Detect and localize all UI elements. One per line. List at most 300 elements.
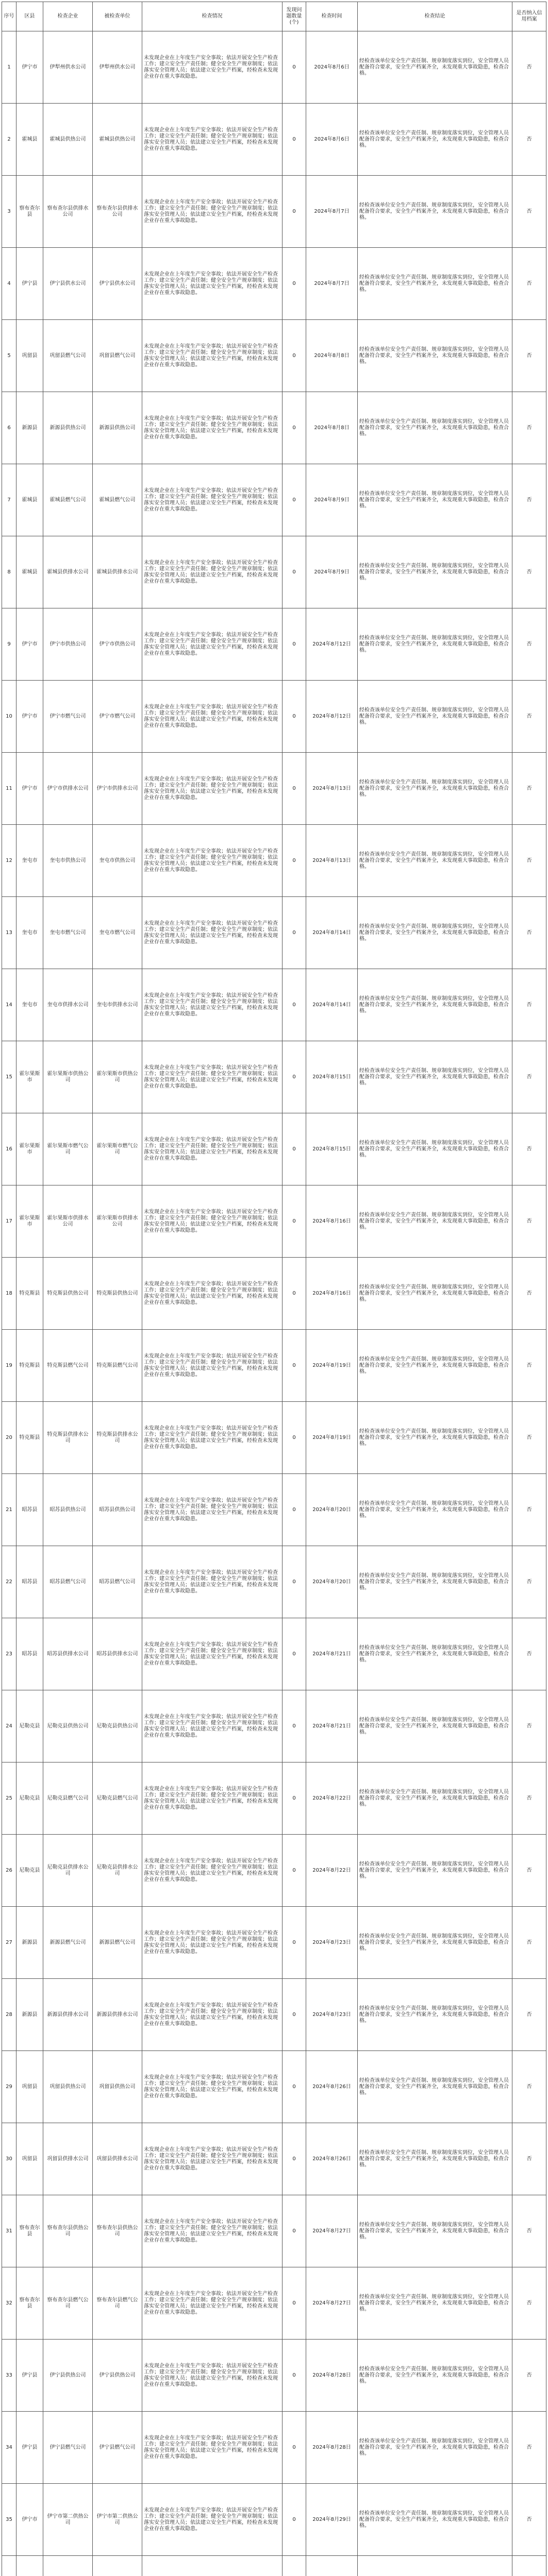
inspection-date-cell: 2024年8月26日 <box>306 2051 358 2123</box>
inspection-date-cell: 2024年8月8日 <box>306 320 358 392</box>
county-cell: 霍城县 <box>16 536 43 608</box>
inspection-description-cell: 未发现企业在上年度生产安全事故；依法开展安全生产检查工作；建立安全生产责任制；健全安全生产规章制度；依法落实安全管理人员；依法建立安全生产档案，经检查未发现企业存在重大事故隐患。 <box>142 2195 283 2267</box>
company-cell: 伊宁市第二供热公司 <box>43 2484 93 2556</box>
row-number-cell: 15 <box>2 1041 16 1113</box>
credit-record-cell: 否 <box>512 2051 546 2123</box>
table-row <box>2 1113 546 1185</box>
conclusion-cell: 经检查该单位安全生产责任制、规章制度落实到位，安全管理人员配备符合要求，安全生产档案齐全，未发现重大事故隐患，检查合格。 <box>358 2340 512 2412</box>
inspection-description-cell: 未发现企业在上年度生产安全事故；依法开展安全生产检查工作；建立安全生产责任制；健全安全生产规章制度；依法落实安全管理人员；依法建立安全生产档案，经检查未发现企业存在重大事故隐患。 <box>142 104 283 176</box>
credit-record-cell: 否 <box>512 1907 546 1979</box>
inspected-unit-cell: 伊宁县供水公司 <box>93 248 142 320</box>
header-cell: 是否纳入信用档案 <box>512 2 546 31</box>
inspected-unit-cell: 霍尔果斯市供排水公司 <box>93 1185 142 1258</box>
inspection-description-cell: 未发现企业在上年度生产安全事故；依法开展安全生产检查工作；建立安全生产责任制；健全安全生产规章制度；依法落实安全管理人员；依法建立安全生产档案，经检查未发现企业存在重大事故隐患。 <box>142 1907 283 1979</box>
issue-count-cell: 0 <box>283 1835 306 1907</box>
inspection-description-cell: 未发现企业在上年度生产安全事故；依法开展安全生产检查工作；建立安全生产责任制；健全安全生产规章制度；依法落实安全管理人员；依法建立安全生产档案，经检查未发现企业存在重大事故隐患。 <box>142 2267 283 2340</box>
row-number-cell: 33 <box>2 2340 16 2412</box>
conclusion-cell: 经检查该单位安全生产责任制、规章制度落实到位，安全管理人员配备符合要求，安全生产档案齐全，未发现重大事故隐患，检查合格。 <box>358 248 512 320</box>
conclusion-cell: 经检查该单位安全生产责任制、规章制度落实到位，安全管理人员配备符合要求，安全生产档案齐全，未发现重大事故隐患，检查合格。 <box>358 392 512 464</box>
inspected-unit-cell: 昭苏县供热公司 <box>93 1474 142 1546</box>
county-cell: 察布查尔县 <box>16 2267 43 2340</box>
header-cell: 序号 <box>2 2 16 31</box>
company-cell: 察布查尔县燃气公司 <box>43 2267 93 2340</box>
issue-count-cell: 0 <box>283 104 306 176</box>
table-row <box>2 1907 546 1979</box>
table-row <box>2 1618 546 1690</box>
inspection-date-cell: 2024年8月21日 <box>306 1618 358 1690</box>
row-number-cell: 31 <box>2 2195 16 2267</box>
row-number-cell: 34 <box>2 2412 16 2484</box>
credit-record-cell: 否 <box>512 320 546 392</box>
inspection-date-cell: 2024年8月13日 <box>306 825 358 897</box>
inspection-date-cell: 2024年8月21日 <box>306 1690 358 1762</box>
conclusion-cell: 经检查该单位安全生产责任制、规章制度落实到位，安全管理人员配备符合要求，安全生产档案齐全，未发现重大事故隐患，检查合格。 <box>358 1474 512 1546</box>
inspection-date-cell: 2024年8月16日 <box>306 1258 358 1330</box>
county-cell <box>16 2556 43 2576</box>
inspected-unit-cell <box>93 2556 142 2576</box>
county-cell: 昭苏县 <box>16 1546 43 1618</box>
credit-record-cell: 否 <box>512 2267 546 2340</box>
row-number-cell: 17 <box>2 1185 16 1258</box>
credit-record-cell: 否 <box>512 681 546 753</box>
row-number-cell: 28 <box>2 1979 16 2051</box>
conclusion-cell: 经检查该单位安全生产责任制、规章制度落实到位，安全管理人员配备符合要求，安全生产档案齐全，未发现重大事故隐患，检查合格。 <box>358 681 512 753</box>
table-row <box>2 2556 546 2576</box>
issue-count-cell: 0 <box>283 464 306 536</box>
row-number-cell: 30 <box>2 2123 16 2195</box>
conclusion-cell: 经检查该单位安全生产责任制、规章制度落实到位，安全管理人员配备符合要求，安全生产档案齐全，未发现重大事故隐患，检查合格。 <box>358 753 512 825</box>
row-number-cell: 7 <box>2 464 16 536</box>
inspection-date-cell <box>306 2556 358 2576</box>
table-row <box>2 825 546 897</box>
table-row <box>2 1330 546 1402</box>
inspection-description-cell: 未发现企业在上年度生产安全事故；依法开展安全生产检查工作；建立安全生产责任制；健全安全生产规章制度；依法落实安全管理人员；依法建立安全生产档案，经检查未发现企业存在重大事故隐患。 <box>142 753 283 825</box>
issue-count-cell: 0 <box>283 2123 306 2195</box>
table-row <box>2 31 546 104</box>
issue-count-cell: 0 <box>283 31 306 104</box>
inspection-date-cell: 2024年8月16日 <box>306 1185 358 1258</box>
inspection-description-cell: 未发现企业在上年度生产安全事故；依法开展安全生产检查工作；建立安全生产责任制；健全安全生产规章制度；依法落实安全管理人员；依法建立安全生产档案，经检查未发现企业存在重大事故隐患。 <box>142 1762 283 1835</box>
credit-record-cell: 否 <box>512 897 546 969</box>
conclusion-cell: 经检查该单位安全生产责任制、规章制度落实到位，安全管理人员配备符合要求，安全生产档案齐全，未发现重大事故隐患，检查合格。 <box>358 320 512 392</box>
issue-count-cell: 0 <box>283 248 306 320</box>
issue-count-cell: 0 <box>283 2484 306 2556</box>
conclusion-cell: 经检查该单位安全生产责任制、规章制度落实到位，安全管理人员配备符合要求，安全生产档案齐全，未发现重大事故隐患，检查合格。 <box>358 2123 512 2195</box>
conclusion-cell: 经检查该单位安全生产责任制、规章制度落实到位，安全管理人员配备符合要求，安全生产档案齐全，未发现重大事故隐患，检查合格。 <box>358 1113 512 1185</box>
inspection-date-cell: 2024年8月27日 <box>306 2267 358 2340</box>
company-cell: 尼勒克县供热公司 <box>43 1690 93 1762</box>
issue-count-cell: 0 <box>283 1546 306 1618</box>
county-cell: 特克斯县 <box>16 1402 43 1474</box>
inspection-description-cell: 未发现企业在上年度生产安全事故；依法开展安全生产检查工作；建立安全生产责任制；健全安全生产规章制度；依法落实安全管理人员；依法建立安全生产档案，经检查未发现企业存在重大事故隐患。 <box>142 31 283 104</box>
inspection-description-cell: 未发现企业在上年度生产安全事故；依法开展安全生产检查工作；建立安全生产责任制；健全安全生产规章制度；依法落实安全管理人员；依法建立安全生产档案，经检查未发现企业存在重大事故隐患。 <box>142 1185 283 1258</box>
company-cell: 霍城县燃气公司 <box>43 464 93 536</box>
credit-record-cell: 否 <box>512 2484 546 2556</box>
conclusion-cell: 经检查该单位安全生产责任制、规章制度落实到位，安全管理人员配备符合要求，安全生产档案齐全，未发现重大事故隐患，检查合格。 <box>358 31 512 104</box>
county-cell: 伊宁市 <box>16 681 43 753</box>
inspection-date-cell: 2024年8月12日 <box>306 608 358 681</box>
inspection-date-cell: 2024年8月20日 <box>306 1474 358 1546</box>
table-row <box>2 536 546 608</box>
inspection-description-cell: 未发现企业在上年度生产安全事故；依法开展安全生产检查工作；建立安全生产责任制；健全安全生产规章制度；依法落实安全管理人员；依法建立安全生产档案，经检查未发现企业存在重大事故隐患。 <box>142 2484 283 2556</box>
company-cell: 巩留县燃气公司 <box>43 320 93 392</box>
header-cell: 发现问题数量(个) <box>283 2 306 31</box>
conclusion-cell: 经检查该单位安全生产责任制、规章制度落实到位，安全管理人员配备符合要求，安全生产档案齐全，未发现重大事故隐患，检查合格。 <box>358 1690 512 1762</box>
table-row <box>2 608 546 681</box>
issue-count-cell: 0 <box>283 681 306 753</box>
inspection-description-cell: 未发现企业在上年度生产安全事故；依法开展安全生产检查工作；建立安全生产责任制；健全安全生产规章制度；依法落实安全管理人员；依法建立安全生产档案，经检查未发现企业存在重大事故隐患。 <box>142 1835 283 1907</box>
inspection-date-cell: 2024年8月15日 <box>306 1041 358 1113</box>
issue-count-cell: 0 <box>283 753 306 825</box>
inspection-description-cell: 未发现企业在上年度生产安全事故；依法开展安全生产检查工作；建立安全生产责任制；健全安全生产规章制度；依法落实安全管理人员；依法建立安全生产档案，经检查未发现企业存在重大事故隐患。 <box>142 1979 283 2051</box>
issue-count-cell: 0 <box>283 1618 306 1690</box>
issue-count-cell: 0 <box>283 1402 306 1474</box>
credit-record-cell: 否 <box>512 1690 546 1762</box>
row-number-cell: 16 <box>2 1113 16 1185</box>
row-number-cell: 10 <box>2 681 16 753</box>
county-cell: 特克斯县 <box>16 1330 43 1402</box>
inspection-description-cell: 未发现企业在上年度生产安全事故；依法开展安全生产检查工作；建立安全生产责任制；健全安全生产规章制度；依法落实安全管理人员；依法建立安全生产档案，经检查未发现企业存在重大事故隐患。 <box>142 464 283 536</box>
issue-count-cell: 0 <box>283 1113 306 1185</box>
inspected-unit-cell: 奎屯市燃气公司 <box>93 897 142 969</box>
table-row <box>2 969 546 1041</box>
conclusion-cell <box>358 2556 512 2576</box>
inspection-date-cell: 2024年8月26日 <box>306 2123 358 2195</box>
table-row <box>2 1762 546 1835</box>
county-cell: 霍尔果斯市 <box>16 1185 43 1258</box>
issue-count-cell: 0 <box>283 176 306 248</box>
row-number-cell: 25 <box>2 1762 16 1835</box>
credit-record-cell: 否 <box>512 2123 546 2195</box>
company-cell: 伊宁市供排水公司 <box>43 753 93 825</box>
credit-record-cell: 否 <box>512 176 546 248</box>
header-cell: 检查企业 <box>43 2 93 31</box>
issue-count-cell: 0 <box>283 1762 306 1835</box>
inspection-description-cell: 未发现企业在上年度生产安全事故；依法开展安全生产检查工作；建立安全生产责任制；健全安全生产规章制度；依法落实安全管理人员；依法建立安全生产档案，经检查未发现企业存在重大事故隐患。 <box>142 320 283 392</box>
row-number-cell: 35 <box>2 2484 16 2556</box>
inspected-unit-cell: 霍城县供排水公司 <box>93 536 142 608</box>
inspection-description-cell: 未发现企业在上年度生产安全事故；依法开展安全生产检查工作；建立安全生产责任制；健全安全生产规章制度；依法落实安全管理人员；依法建立安全生产档案，经检查未发现企业存在重大事故隐患。 <box>142 1474 283 1546</box>
county-cell: 伊宁市 <box>16 753 43 825</box>
header-cell: 被检查单位 <box>93 2 142 31</box>
table-row <box>2 248 546 320</box>
company-cell: 特克斯县供热公司 <box>43 1258 93 1330</box>
issue-count-cell <box>283 2556 306 2576</box>
company-cell: 尼勒克县供排水公司 <box>43 1835 93 1907</box>
row-number-cell: 6 <box>2 392 16 464</box>
inspected-unit-cell: 霍城县燃气公司 <box>93 464 142 536</box>
conclusion-cell: 经检查该单位安全生产责任制、规章制度落实到位，安全管理人员配备符合要求，安全生产档案齐全，未发现重大事故隐患，检查合格。 <box>358 1546 512 1618</box>
county-cell: 新源县 <box>16 392 43 464</box>
inspection-description-cell: 未发现企业在上年度生产安全事故；依法开展安全生产检查工作；建立安全生产责任制；健全安全生产规章制度；依法落实安全管理人员；依法建立安全生产档案，经检查未发现企业存在重大事故隐患。 <box>142 1330 283 1402</box>
credit-record-cell: 否 <box>512 753 546 825</box>
issue-count-cell: 0 <box>283 1474 306 1546</box>
conclusion-cell: 经检查该单位安全生产责任制、规章制度落实到位，安全管理人员配备符合要求，安全生产档案齐全，未发现重大事故隐患，检查合格。 <box>358 1330 512 1402</box>
inspection-date-cell: 2024年8月20日 <box>306 1546 358 1618</box>
credit-record-cell: 否 <box>512 2195 546 2267</box>
row-number-cell: 14 <box>2 969 16 1041</box>
row-number-cell: 22 <box>2 1546 16 1618</box>
inspection-description-cell <box>142 2556 283 2576</box>
inspection-date-cell: 2024年8月27日 <box>306 2195 358 2267</box>
conclusion-cell: 经检查该单位安全生产责任制、规章制度落实到位，安全管理人员配备符合要求，安全生产档案齐全，未发现重大事故隐患，检查合格。 <box>358 1402 512 1474</box>
inspection-description-cell: 未发现企业在上年度生产安全事故；依法开展安全生产检查工作；建立安全生产责任制；健全安全生产规章制度；依法落实安全管理人员；依法建立安全生产档案，经检查未发现企业存在重大事故隐患。 <box>142 1690 283 1762</box>
inspected-unit-cell: 新源县供热公司 <box>93 392 142 464</box>
row-number-cell: 23 <box>2 1618 16 1690</box>
credit-record-cell: 否 <box>512 1185 546 1258</box>
company-cell: 察布查尔县供热公司 <box>43 2195 93 2267</box>
inspected-unit-cell: 伊宁市第二供热公司 <box>93 2484 142 2556</box>
table-row <box>2 392 546 464</box>
county-cell: 伊宁市 <box>16 31 43 104</box>
issue-count-cell: 0 <box>283 2051 306 2123</box>
table-body <box>2 31 546 2576</box>
row-number-cell: 11 <box>2 753 16 825</box>
conclusion-cell: 经检查该单位安全生产责任制、规章制度落实到位，安全管理人员配备符合要求，安全生产档案齐全，未发现重大事故隐患，检查合格。 <box>358 1907 512 1979</box>
inspection-description-cell: 未发现企业在上年度生产安全事故；依法开展安全生产检查工作；建立安全生产责任制；健全安全生产规章制度；依法落实安全管理人员；依法建立安全生产档案，经检查未发现企业存在重大事故隐患。 <box>142 1618 283 1690</box>
inspected-unit-cell: 巩留县燃气公司 <box>93 320 142 392</box>
county-cell: 巩留县 <box>16 320 43 392</box>
inspected-unit-cell: 伊宁县燃气公司 <box>93 2412 142 2484</box>
table-row <box>2 681 546 753</box>
row-number-cell <box>2 2556 16 2576</box>
company-cell: 昭苏县供热公司 <box>43 1474 93 1546</box>
county-cell: 伊宁县 <box>16 248 43 320</box>
inspection-date-cell: 2024年8月8日 <box>306 392 358 464</box>
issue-count-cell: 0 <box>283 1185 306 1258</box>
company-cell: 新源县供热公司 <box>43 392 93 464</box>
issue-count-cell: 0 <box>283 2340 306 2412</box>
inspected-unit-cell: 特克斯县供热公司 <box>93 1258 142 1330</box>
company-cell: 特克斯县燃气公司 <box>43 1330 93 1402</box>
credit-record-cell: 否 <box>512 392 546 464</box>
credit-record-cell: 否 <box>512 104 546 176</box>
company-cell: 新源县供排水公司 <box>43 1979 93 2051</box>
conclusion-cell: 经检查该单位安全生产责任制、规章制度落实到位，安全管理人员配备符合要求，安全生产档案齐全，未发现重大事故隐患，检查合格。 <box>358 1041 512 1113</box>
inspected-unit-cell: 昭苏县供排水公司 <box>93 1618 142 1690</box>
company-cell: 霍尔果斯市燃气公司 <box>43 1113 93 1185</box>
county-cell: 奎屯市 <box>16 969 43 1041</box>
inspection-date-cell: 2024年8月9日 <box>306 536 358 608</box>
company-cell: 昭苏县供排水公司 <box>43 1618 93 1690</box>
issue-count-cell: 0 <box>283 1690 306 1762</box>
conclusion-cell: 经检查该单位安全生产责任制、规章制度落实到位，安全管理人员配备符合要求，安全生产档案齐全，未发现重大事故隐患，检查合格。 <box>358 104 512 176</box>
credit-record-cell: 否 <box>512 1546 546 1618</box>
conclusion-cell: 经检查该单位安全生产责任制、规章制度落实到位，安全管理人员配备符合要求，安全生产档案齐全，未发现重大事故隐患，检查合格。 <box>358 969 512 1041</box>
table-row <box>2 176 546 248</box>
company-cell: 特克斯县供排水公司 <box>43 1402 93 1474</box>
inspection-description-cell: 未发现企业在上年度生产安全事故；依法开展安全生产检查工作；建立安全生产责任制；健全安全生产规章制度；依法落实安全管理人员；依法建立安全生产档案，经检查未发现企业存在重大事故隐患。 <box>142 2123 283 2195</box>
row-number-cell: 18 <box>2 1258 16 1330</box>
credit-record-cell: 否 <box>512 464 546 536</box>
company-cell: 伊宁县燃气公司 <box>43 2412 93 2484</box>
inspection-date-cell: 2024年8月13日 <box>306 753 358 825</box>
county-cell: 巩留县 <box>16 2051 43 2123</box>
row-number-cell: 20 <box>2 1402 16 1474</box>
conclusion-cell: 经检查该单位安全生产责任制、规章制度落实到位，安全管理人员配备符合要求，安全生产档案齐全，未发现重大事故隐患，检查合格。 <box>358 1185 512 1258</box>
table-row <box>2 1258 546 1330</box>
row-number-cell: 9 <box>2 608 16 681</box>
inspection-date-cell: 2024年8月15日 <box>306 1113 358 1185</box>
table-row <box>2 1546 546 1618</box>
table-row <box>2 1402 546 1474</box>
row-number-cell: 3 <box>2 176 16 248</box>
conclusion-cell: 经检查该单位安全生产责任制、规章制度落实到位，安全管理人员配备符合要求，安全生产档案齐全，未发现重大事故隐患，检查合格。 <box>358 825 512 897</box>
credit-record-cell: 否 <box>512 1330 546 1402</box>
issue-count-cell: 0 <box>283 897 306 969</box>
inspected-unit-cell: 伊犁州供水公司 <box>93 31 142 104</box>
county-cell: 新源县 <box>16 1979 43 2051</box>
inspection-description-cell: 未发现企业在上年度生产安全事故；依法开展安全生产检查工作；建立安全生产责任制；健全安全生产规章制度；依法落实安全管理人员；依法建立安全生产档案，经检查未发现企业存在重大事故隐患。 <box>142 176 283 248</box>
row-number-cell: 21 <box>2 1474 16 1546</box>
row-number-cell: 8 <box>2 536 16 608</box>
issue-count-cell: 0 <box>283 536 306 608</box>
table-row <box>2 104 546 176</box>
inspection-description-cell: 未发现企业在上年度生产安全事故；依法开展安全生产检查工作；建立安全生产责任制；健全安全生产规章制度；依法落实安全管理人员；依法建立安全生产档案，经检查未发现企业存在重大事故隐患。 <box>142 1258 283 1330</box>
row-number-cell: 24 <box>2 1690 16 1762</box>
inspection-description-cell: 未发现企业在上年度生产安全事故；依法开展安全生产检查工作；建立安全生产责任制；健全安全生产规章制度；依法落实安全管理人员；依法建立安全生产档案，经检查未发现企业存在重大事故隐患。 <box>142 392 283 464</box>
credit-record-cell: 否 <box>512 608 546 681</box>
company-cell: 伊宁县供水公司 <box>43 248 93 320</box>
county-cell: 特克斯县 <box>16 1258 43 1330</box>
table-row <box>2 2484 546 2556</box>
issue-count-cell: 0 <box>283 2267 306 2340</box>
county-cell: 尼勒克县 <box>16 1690 43 1762</box>
inspected-unit-cell: 巩留县供排水公司 <box>93 2123 142 2195</box>
inspected-unit-cell: 奎屯市供热公司 <box>93 825 142 897</box>
row-number-cell: 4 <box>2 248 16 320</box>
conclusion-cell: 经检查该单位安全生产责任制、规章制度落实到位，安全管理人员配备符合要求，安全生产档案齐全，未发现重大事故隐患，检查合格。 <box>358 608 512 681</box>
row-number-cell: 13 <box>2 897 16 969</box>
inspection-date-cell: 2024年8月6日 <box>306 31 358 104</box>
credit-record-cell: 否 <box>512 825 546 897</box>
row-number-cell: 29 <box>2 2051 16 2123</box>
inspection-description-cell: 未发现企业在上年度生产安全事故；依法开展安全生产检查工作；建立安全生产责任制；健全安全生产规章制度；依法落实安全管理人员；依法建立安全生产档案，经检查未发现企业存在重大事故隐患。 <box>142 897 283 969</box>
inspected-unit-cell: 昭苏县燃气公司 <box>93 1546 142 1618</box>
county-cell: 伊宁市 <box>16 608 43 681</box>
company-cell: 尼勒克县燃气公司 <box>43 1762 93 1835</box>
county-cell: 霍城县 <box>16 104 43 176</box>
table-row <box>2 1979 546 2051</box>
inspection-date-cell: 2024年8月19日 <box>306 1330 358 1402</box>
row-number-cell: 19 <box>2 1330 16 1402</box>
company-cell: 伊宁县供热公司 <box>43 2340 93 2412</box>
table-row <box>2 464 546 536</box>
company-cell: 霍尔果斯市供排水公司 <box>43 1185 93 1258</box>
inspected-unit-cell: 伊宁市供排水公司 <box>93 753 142 825</box>
inspection-date-cell: 2024年8月28日 <box>306 2340 358 2412</box>
row-number-cell: 27 <box>2 1907 16 1979</box>
header-cell: 检查情况 <box>142 2 283 31</box>
issue-count-cell: 0 <box>283 1907 306 1979</box>
issue-count-cell: 0 <box>283 1258 306 1330</box>
credit-record-cell: 否 <box>512 1979 546 2051</box>
conclusion-cell: 经检查该单位安全生产责任制、规章制度落实到位，安全管理人员配备符合要求，安全生产档案齐全，未发现重大事故隐患，检查合格。 <box>358 1979 512 2051</box>
table-row <box>2 1041 546 1113</box>
conclusion-cell: 经检查该单位安全生产责任制、规章制度落实到位，安全管理人员配备符合要求，安全生产档案齐全，未发现重大事故隐患，检查合格。 <box>358 2412 512 2484</box>
inspection-description-cell: 未发现企业在上年度生产安全事故；依法开展安全生产检查工作；建立安全生产责任制；健全安全生产规章制度；依法落实安全管理人员；依法建立安全生产档案，经检查未发现企业存在重大事故隐患。 <box>142 2340 283 2412</box>
inspected-unit-cell: 奎屯市供排水公司 <box>93 969 142 1041</box>
issue-count-cell: 0 <box>283 608 306 681</box>
issue-count-cell: 0 <box>283 1041 306 1113</box>
issue-count-cell: 0 <box>283 969 306 1041</box>
table-row <box>2 753 546 825</box>
company-cell: 察布查尔县供排水公司 <box>43 176 93 248</box>
inspection-date-cell: 2024年8月6日 <box>306 104 358 176</box>
credit-record-cell: 否 <box>512 1474 546 1546</box>
issue-count-cell: 0 <box>283 320 306 392</box>
company-cell: 奎屯市供排水公司 <box>43 969 93 1041</box>
conclusion-cell: 经检查该单位安全生产责任制、规章制度落实到位，安全管理人员配备符合要求，安全生产档案齐全，未发现重大事故隐患，检查合格。 <box>358 536 512 608</box>
inspection-date-cell: 2024年8月14日 <box>306 969 358 1041</box>
company-cell: 奎屯市燃气公司 <box>43 897 93 969</box>
county-cell: 新源县 <box>16 1907 43 1979</box>
issue-count-cell: 0 <box>283 1330 306 1402</box>
company-cell: 伊宁市燃气公司 <box>43 681 93 753</box>
county-cell: 昭苏县 <box>16 1474 43 1546</box>
inspection-date-cell: 2024年8月22日 <box>306 1835 358 1907</box>
inspected-unit-cell: 霍城县供热公司 <box>93 104 142 176</box>
table-row <box>2 897 546 969</box>
inspected-unit-cell: 尼勒克县供排水公司 <box>93 1835 142 1907</box>
credit-record-cell: 否 <box>512 1762 546 1835</box>
conclusion-cell: 经检查该单位安全生产责任制、规章制度落实到位，安全管理人员配备符合要求，安全生产档案齐全，未发现重大事故隐患，检查合格。 <box>358 1835 512 1907</box>
inspection-description-cell: 未发现企业在上年度生产安全事故；依法开展安全生产检查工作；建立安全生产责任制；健全安全生产规章制度；依法落实安全管理人员；依法建立安全生产档案，经检查未发现企业存在重大事故隐患。 <box>142 825 283 897</box>
inspection-date-cell: 2024年8月29日 <box>306 2484 358 2556</box>
row-number-cell: 5 <box>2 320 16 392</box>
inspection-description-cell: 未发现企业在上年度生产安全事故；依法开展安全生产检查工作；建立安全生产责任制；健全安全生产规章制度；依法落实安全管理人员；依法建立安全生产档案，经检查未发现企业存在重大事故隐患。 <box>142 2412 283 2484</box>
county-cell: 霍尔果斯市 <box>16 1113 43 1185</box>
company-cell: 巩留县供热公司 <box>43 2051 93 2123</box>
inspected-unit-cell: 尼勒克县燃气公司 <box>93 1762 142 1835</box>
conclusion-cell: 经检查该单位安全生产责任制、规章制度落实到位，安全管理人员配备符合要求，安全生产档案齐全，未发现重大事故隐患，检查合格。 <box>358 2051 512 2123</box>
company-cell: 霍城县供热公司 <box>43 104 93 176</box>
conclusion-cell: 经检查该单位安全生产责任制、规章制度落实到位，安全管理人员配备符合要求，安全生产档案齐全，未发现重大事故隐患，检查合格。 <box>358 1762 512 1835</box>
company-cell: 奎屯市供热公司 <box>43 825 93 897</box>
inspected-unit-cell: 新源县供排水公司 <box>93 1979 142 2051</box>
county-cell: 尼勒克县 <box>16 1762 43 1835</box>
conclusion-cell: 经检查该单位安全生产责任制、规章制度落实到位，安全管理人员配备符合要求，安全生产档案齐全，未发现重大事故隐患，检查合格。 <box>358 2195 512 2267</box>
inspection-table <box>2 2 546 2576</box>
credit-record-cell: 否 <box>512 2340 546 2412</box>
inspected-unit-cell: 察布查尔县供热公司 <box>93 2195 142 2267</box>
inspection-description-cell: 未发现企业在上年度生产安全事故；依法开展安全生产检查工作；建立安全生产责任制；健全安全生产规章制度；依法落实安全管理人员；依法建立安全生产档案，经检查未发现企业存在重大事故隐患。 <box>142 2051 283 2123</box>
credit-record-cell <box>512 2556 546 2576</box>
inspected-unit-cell: 伊宁县供热公司 <box>93 2340 142 2412</box>
table-row <box>2 1185 546 1258</box>
credit-record-cell: 否 <box>512 1258 546 1330</box>
company-cell: 伊犁州供水公司 <box>43 31 93 104</box>
inspected-unit-cell: 察布查尔县燃气公司 <box>93 2267 142 2340</box>
inspection-date-cell: 2024年8月28日 <box>306 2412 358 2484</box>
inspection-description-cell: 未发现企业在上年度生产安全事故；依法开展安全生产检查工作；建立安全生产责任制；健全安全生产规章制度；依法落实安全管理人员；依法建立安全生产档案，经检查未发现企业存在重大事故隐患。 <box>142 248 283 320</box>
inspection-date-cell: 2024年8月22日 <box>306 1762 358 1835</box>
inspected-unit-cell: 伊宁市供热公司 <box>93 608 142 681</box>
conclusion-cell: 经检查该单位安全生产责任制、规章制度落实到位，安全管理人员配备符合要求，安全生产档案齐全，未发现重大事故隐患，检查合格。 <box>358 176 512 248</box>
table-row <box>2 320 546 392</box>
issue-count-cell: 0 <box>283 392 306 464</box>
county-cell: 伊宁县 <box>16 2412 43 2484</box>
table-row <box>2 2123 546 2195</box>
table-row <box>2 2195 546 2267</box>
row-number-cell: 32 <box>2 2267 16 2340</box>
issue-count-cell: 0 <box>283 2195 306 2267</box>
conclusion-cell: 经检查该单位安全生产责任制、规章制度落实到位，安全管理人员配备符合要求，安全生产档案齐全，未发现重大事故隐患，检查合格。 <box>358 1618 512 1690</box>
header-cell: 检查时间 <box>306 2 358 31</box>
inspection-date-cell: 2024年8月19日 <box>306 1402 358 1474</box>
conclusion-cell: 经检查该单位安全生产责任制、规章制度落实到位，安全管理人员配备符合要求，安全生产档案齐全，未发现重大事故隐患，检查合格。 <box>358 897 512 969</box>
issue-count-cell: 0 <box>283 1979 306 2051</box>
